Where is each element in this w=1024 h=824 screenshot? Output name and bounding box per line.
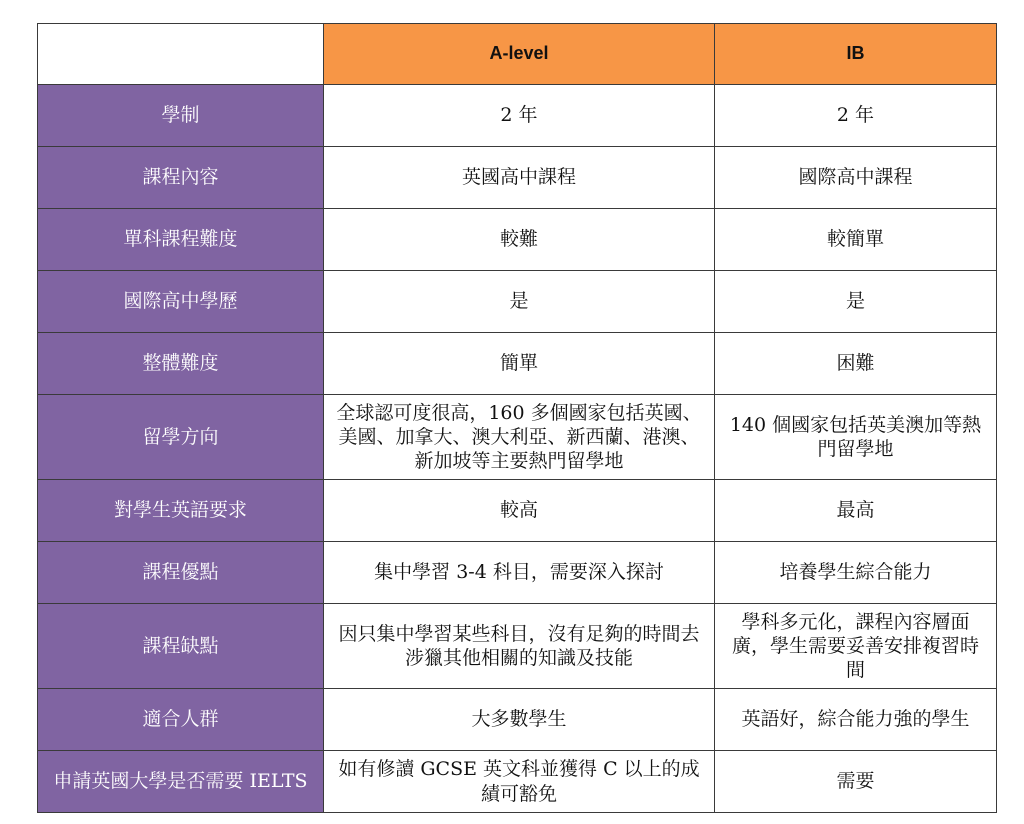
ib-cell: 培養學生綜合能力 [715,542,997,604]
header-row [38,24,997,85]
alevel-cell: 是 [324,271,715,333]
header-alevel: A-level [324,24,715,85]
alevel-cell: 因只集中學習某些科目，沒有足夠的時間去涉獵其他相關的知識及技能 [324,604,715,689]
row-label: 國際高中學歷 [38,271,324,333]
ib-cell: 國際高中課程 [715,147,997,209]
table-row [38,209,997,271]
ib-cell: 英語好，綜合能力強的學生 [715,689,997,751]
alevel-cell: 簡單 [324,333,715,395]
table-row [38,147,997,209]
row-label: 課程內容 [38,147,324,209]
ib-cell: 最高 [715,480,997,542]
table-row [38,542,997,604]
alevel-cell: 英國高中課程 [324,147,715,209]
table-row [38,271,997,333]
table-row [38,395,997,480]
ib-cell: 困難 [715,333,997,395]
row-label: 整體難度 [38,333,324,395]
table-row [38,689,997,751]
ib-cell: 需要 [715,751,997,813]
alevel-cell: 較高 [324,480,715,542]
row-label: 適合人群 [38,689,324,751]
table-row [38,604,997,689]
table-row [38,85,997,147]
row-label: 對學生英語要求 [38,480,324,542]
ib-cell: 140 個國家包括英美澳加等熱門留學地 [715,395,997,480]
row-label: 學制 [38,85,324,147]
ib-cell: 較簡單 [715,209,997,271]
ib-cell: 2 年 [715,85,997,147]
row-label: 申請英國大學是否需要 IELTS [38,751,324,813]
row-label: 課程缺點 [38,604,324,689]
row-label: 單科課程難度 [38,209,324,271]
alevel-cell: 2 年 [324,85,715,147]
table-row [38,333,997,395]
alevel-cell: 全球認可度很高，160 多個國家包括英國、美國、加拿大、澳大利亞、新西蘭、港澳、新加坡等主要熱門留學地 [324,395,715,480]
alevel-cell: 大多數學生 [324,689,715,751]
ib-cell: 是 [715,271,997,333]
header-ib: IB [715,24,997,85]
row-label: 留學方向 [38,395,324,480]
ib-cell: 學科多元化，課程內容層面廣，學生需要妥善安排複習時間 [715,604,997,689]
table-row [38,480,997,542]
table-row [38,751,997,813]
comparison-table [37,23,997,813]
row-label: 課程優點 [38,542,324,604]
corner-cell [38,24,324,85]
alevel-cell: 如有修讀 GCSE 英文科並獲得 C 以上的成績可豁免 [324,751,715,813]
alevel-cell: 集中學習 3-4 科目，需要深入探討 [324,542,715,604]
alevel-cell: 較難 [324,209,715,271]
